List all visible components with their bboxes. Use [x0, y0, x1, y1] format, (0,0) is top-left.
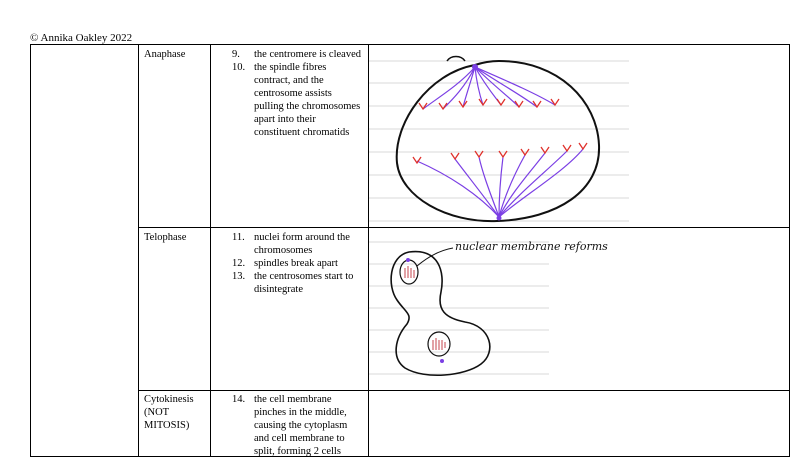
step-text: nuclei form around the chromosomes	[254, 232, 350, 256]
cell-membrane	[397, 61, 599, 221]
step-text: the centromere is cleaved	[254, 49, 361, 60]
step-item	[232, 48, 364, 61]
step-number: 10.	[232, 62, 246, 73]
cytokinesis-steps	[232, 393, 364, 458]
step-number: 11.	[232, 232, 245, 243]
stage-anaphase: Anaphase	[144, 49, 186, 60]
stage-cytokinesis: Cytokinesis (NOT MITOSIS)	[144, 394, 194, 431]
step-item	[232, 393, 364, 458]
dividing-cell	[391, 252, 490, 376]
step-item	[232, 61, 364, 139]
centrosome	[440, 359, 444, 363]
step-number: 13.	[232, 271, 246, 282]
anaphase-steps	[232, 48, 364, 139]
step-number: 14.	[232, 394, 246, 405]
centrosome	[497, 216, 502, 221]
centrosome	[472, 64, 478, 70]
step-text: spindles break apart	[254, 258, 338, 269]
chromosomes-top	[405, 266, 414, 278]
centrosome	[406, 258, 410, 262]
chromatids	[413, 99, 587, 163]
stage-telophase: Telophase	[144, 232, 187, 243]
step-item	[232, 257, 364, 270]
step-number: 9.	[232, 49, 240, 60]
step-item	[232, 231, 364, 257]
step-item	[232, 270, 364, 296]
anaphase-drawing	[369, 45, 629, 227]
spindle-fibres-top	[423, 67, 555, 109]
chromosomes-bottom	[433, 338, 445, 350]
step-number: 12.	[232, 258, 246, 269]
telophase-steps	[232, 231, 364, 296]
step-text: the centrosomes start to disintegrate	[254, 271, 354, 295]
telophase-drawing	[369, 228, 608, 388]
step-text: the cell membrane pinches in the middle, causing the cytoplasm and cell membrane to split, forming 2 cells	[254, 394, 348, 457]
annotation-text: nuclear membrane reforms	[455, 240, 608, 253]
annotation-arrow	[417, 248, 453, 266]
copyright-notice: © Annika Oakley 2022	[30, 32, 133, 44]
step-text: the spindle fibres contract, and the centrosome assists pulling the chromosomes apart into their constituent chromatids	[254, 62, 361, 138]
